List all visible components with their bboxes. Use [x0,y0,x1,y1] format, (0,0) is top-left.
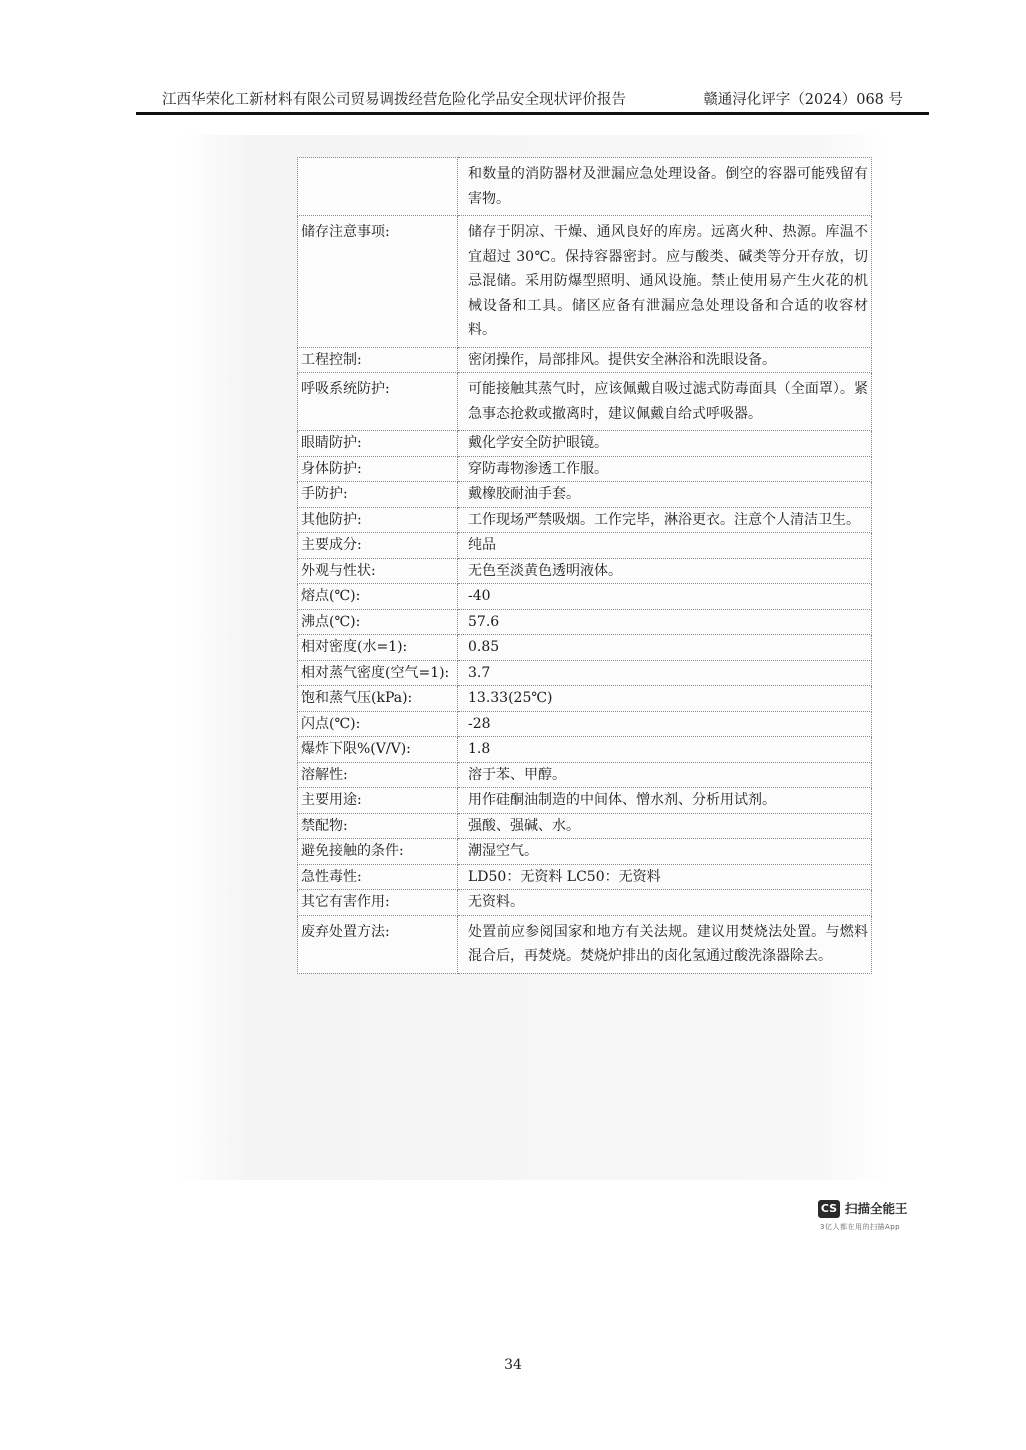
row-label: 身体防护: [298,456,458,482]
table-row [298,813,872,839]
row-label: 眼睛防护: [298,431,458,457]
row-value: 穿防毒物渗透工作服。 [458,456,872,482]
row-value: 处置前应参阅国家和地方有关法规。建议用焚烧法处置。与燃料混合后，再焚烧。焚烧炉排出的卤化氢通过酸洗涤器除去。 [458,915,872,973]
row-label: 溶解性: [298,762,458,788]
table-row [298,890,872,916]
table-row [298,737,872,763]
table-row [298,158,872,216]
row-label: 沸点(℃): [298,609,458,635]
row-label [298,158,458,216]
row-label: 呼吸系统防护: [298,373,458,431]
document-number: 赣通浔化评字（2024）068 号 [703,92,903,108]
row-label: 主要用途: [298,788,458,814]
table-row [298,788,872,814]
row-value: 溶于苯、甲醇。 [458,762,872,788]
row-value: 纯品 [458,533,872,559]
row-value: 1.8 [458,737,872,763]
row-label: 急性毒性: [298,864,458,890]
table-row [298,216,872,348]
table-row [298,533,872,559]
table-row [298,762,872,788]
report-title: 江西华荣化工新材料有限公司贸易调拨经营危险化学品安全现状评价报告 [162,92,626,108]
table-row [298,686,872,712]
row-label: 熔点(℃): [298,584,458,610]
row-value: 工作现场严禁吸烟。工作完毕，淋浴更衣。注意个人清洁卫生。 [458,507,872,533]
row-value: 无色至淡黄色透明液体。 [458,558,872,584]
row-value: 戴化学安全防护眼镜。 [458,431,872,457]
row-label: 相对蒸气密度(空气=1): [298,660,458,686]
row-value: 密闭操作，局部排风。提供安全淋浴和洗眼设备。 [458,347,872,373]
table-row [298,507,872,533]
row-value: 57.6 [458,609,872,635]
row-value: 用作硅酮油制造的中间体、憎水剂、分析用试剂。 [458,788,872,814]
row-value: 潮湿空气。 [458,839,872,865]
table-row [298,660,872,686]
row-label: 禁配物: [298,813,458,839]
row-label: 外观与性状: [298,558,458,584]
row-label: 废弃处置方法: [298,915,458,973]
row-value: 3.7 [458,660,872,686]
table-row [298,482,872,508]
watermark-title: 扫描全能王 [845,1201,908,1216]
row-label: 避免接触的条件: [298,839,458,865]
row-value: 储存于阴凉、干燥、通风良好的库房。远离火种、热源。库温不宜超过 30℃。保持容器密封。应与酸类、碱类等分开存放，切忌混储。采用防爆型照明、通风设施。禁止使用易产生火花的机械设备和工具。储区应备有泄漏应急处理设备和合适的收容材料。 [458,216,872,348]
table-row [298,609,872,635]
row-value: 和数量的消防器材及泄漏应急处理设备。倒空的容器可能残留有害物。 [458,158,872,216]
table-row [298,584,872,610]
table-row [298,347,872,373]
watermark-subtitle: 3亿人都在用的扫描App [820,1223,901,1231]
row-value: -40 [458,584,872,610]
camscanner-logo-icon: CS [818,1200,840,1218]
header-divider [136,112,929,115]
row-label: 饱和蒸气压(kPa): [298,686,458,712]
row-value: 戴橡胶耐油手套。 [458,482,872,508]
table-row [298,864,872,890]
row-value: -28 [458,711,872,737]
table-row [298,558,872,584]
row-label: 主要成分: [298,533,458,559]
row-label: 相对密度(水=1): [298,635,458,661]
table-row [298,373,872,431]
table-row [298,839,872,865]
table-row [298,431,872,457]
row-value: 可能接触其蒸气时，应该佩戴自吸过滤式防毒面具（全面罩）。紧急事态抢救或撤离时，建议佩戴自给式呼吸器。 [458,373,872,431]
page-number: 34 [504,1357,522,1373]
page-header [136,88,929,112]
scanner-watermark [818,1198,938,1238]
row-label: 工程控制: [298,347,458,373]
row-label: 储存注意事项: [298,216,458,348]
row-label: 爆炸下限%(V/V): [298,737,458,763]
row-value: 强酸、强碱、水。 [458,813,872,839]
row-value: LD50：无资料 LC50：无资料 [458,864,872,890]
row-value: 无资料。 [458,890,872,916]
row-label: 手防护: [298,482,458,508]
row-value: 0.85 [458,635,872,661]
row-label: 其他防护: [298,507,458,533]
row-label: 其它有害作用: [298,890,458,916]
table-row [298,711,872,737]
row-label: 闪点(℃): [298,711,458,737]
chemical-properties-table [297,157,872,974]
table-row [298,456,872,482]
table-row [298,915,872,973]
table-row [298,635,872,661]
row-value: 13.33(25℃) [458,686,872,712]
